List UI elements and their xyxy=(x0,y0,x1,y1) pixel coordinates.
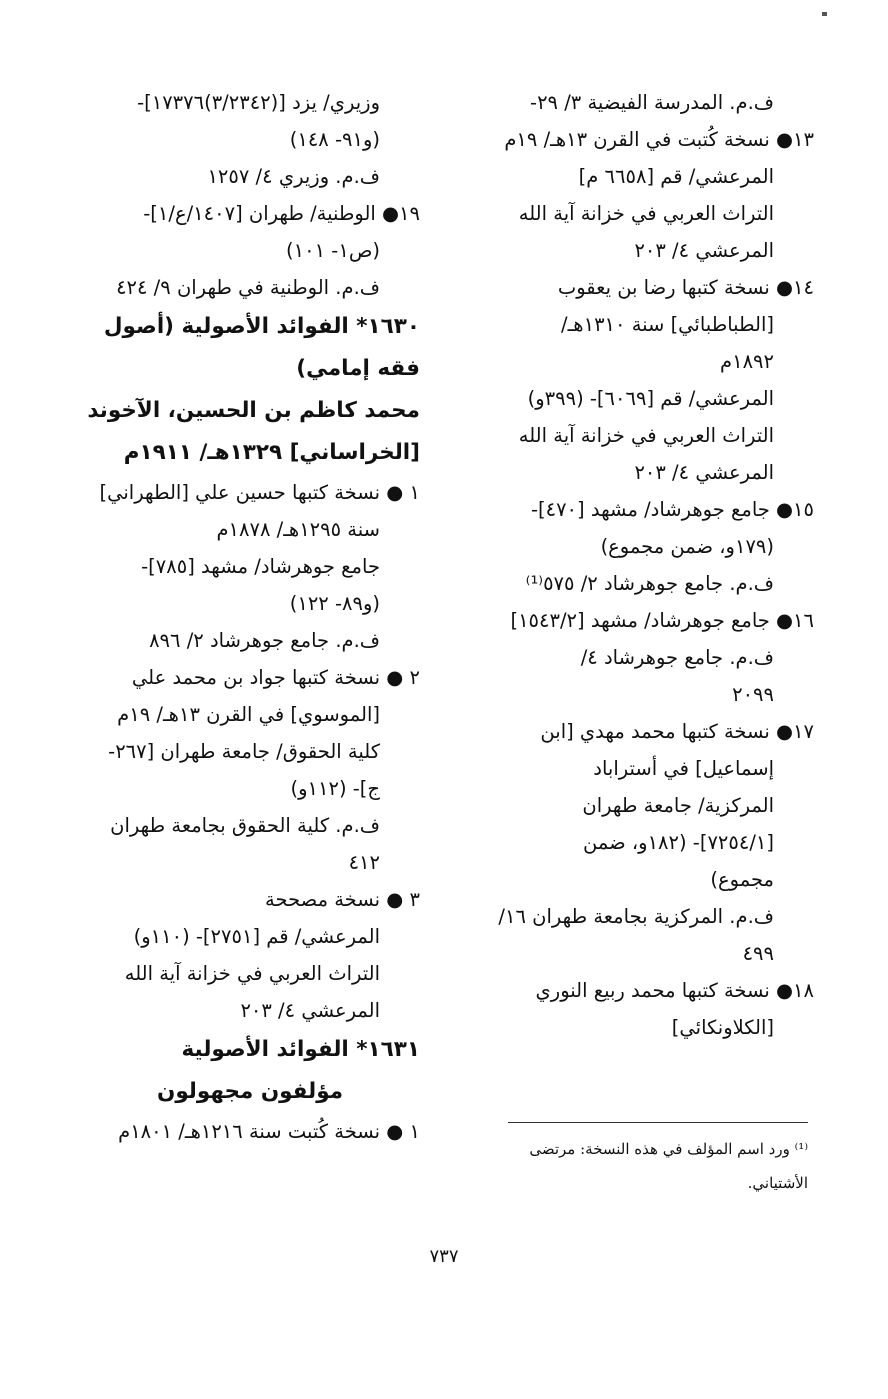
entry-line: كلية الحقوق/ جامعة طهران [٢٦٧- xyxy=(108,740,380,763)
entry-line: جامع جوهرشاد/ مشهد [٧٨٥]- xyxy=(141,555,380,578)
entry-line: ف.م. جامع جوهرشاد ٤/ xyxy=(580,646,774,669)
manuscript-entry: ٢ ● نسخة كتبها جواد بن محمد علي xyxy=(131,666,420,689)
manuscript-entry: ١ ● نسخة كتبها حسين علي [الطهراني] xyxy=(99,481,420,504)
entry-heading: ١٦٣١* الفوائد الأصولية xyxy=(181,1037,420,1062)
entry-line: وزيري/ يزد [(٣/٢٣٤٢)١٧٣٧٦]- xyxy=(137,91,380,114)
manuscript-entry: ١٩● الوطنية/ طهران [١٤٠٧/ع/١]- xyxy=(143,202,420,225)
entry-line: ف.م. المركزية بجامعة طهران ١٦/ xyxy=(498,905,774,928)
manuscript-entry: ١٣● نسخة كُتبت في القرن ١٣هـ/ ١٩م xyxy=(504,128,814,151)
entry-line: ٤٩٩ xyxy=(742,942,774,965)
entry-line: سنة ١٢٩٥هـ/ ١٨٧٨م xyxy=(216,518,380,541)
manuscript-entry: ١ ● نسخة كُتبت سنة ١٢١٦هـ/ ١٨٠١م xyxy=(118,1120,420,1143)
entry-heading: مؤلفون مجهولون xyxy=(156,1079,344,1104)
manuscript-entry: ١٧● نسخة كتبها محمد مهدي [ابن xyxy=(540,720,814,743)
entry-heading: [الخراساني] ١٣٢٩هـ/ ١٩١١م xyxy=(123,440,420,465)
entry-line: (و٨٩- ١٢٢) xyxy=(289,592,380,615)
entry-line: ١٨٩٢م xyxy=(720,350,774,373)
entry-line: التراث العربي في خزانة آية الله xyxy=(124,962,380,985)
entry-line: المرعشي ٤/ ٢٠٣ xyxy=(634,461,774,484)
entry-line: المرعشي/ قم [٦٠٦٩]- (٣٩٩و) xyxy=(527,387,774,410)
entry-line: (و٩١- ١٤٨) xyxy=(289,128,380,151)
entry-line: التراث العربي في خزانة آية الله xyxy=(518,202,774,225)
right-column xyxy=(464,84,814,1046)
entry-line: (ص١- ١٠١) xyxy=(286,239,380,262)
footnote-line: الأشتياني. xyxy=(747,1174,808,1192)
entry-line: [الكلاونكائي] xyxy=(671,1016,774,1039)
entry-heading: ١٦٣٠* الفوائد الأصولية (أصول xyxy=(103,314,420,339)
manuscript-entry: ١٤● نسخة كتبها رضا بن يعقوب xyxy=(557,276,814,299)
entry-line: (١٧٩و، ضمن مجموع) xyxy=(600,535,774,558)
entry-line: المرعشي/ قم [٢٧٥١]- (١١٠و) xyxy=(133,925,380,948)
entry-line: إسماعيل] في أستراباد xyxy=(593,757,774,780)
entry-line: التراث العربي في خزانة آية الله xyxy=(518,424,774,447)
manuscript-entry: ١٥● جامع جوهرشاد/ مشهد [٤٧٠]- xyxy=(530,498,814,521)
scan-mark xyxy=(822,12,827,16)
footnote-separator xyxy=(508,1122,808,1123)
manuscript-entry: ١٦● جامع جوهرشاد/ مشهد [١٥٤٣/٢] xyxy=(510,609,814,632)
entry-heading: فقه إمامي) xyxy=(296,356,420,381)
entry-line: ٤١٢ xyxy=(348,851,380,874)
entry-line: ٢٠٩٩ xyxy=(732,683,774,706)
entry-line: المركزية/ جامعة طهران xyxy=(582,794,774,817)
page-number: ٧٣٧ xyxy=(429,1246,459,1267)
entry-line: ج]- (١١٢و) xyxy=(290,777,380,800)
entry-line: مجموع) xyxy=(710,868,774,891)
entry-line: [٧٢٥٤/١]- (١٨٢و، ضمن xyxy=(582,831,774,854)
manuscript-entry: ٣ ● نسخة مصححة xyxy=(265,888,420,911)
manuscript-entry: ١٨● نسخة كتبها محمد ربيع النوري xyxy=(535,979,814,1002)
footnote xyxy=(468,1132,808,1200)
entry-heading: محمد كاظم بن الحسين، الآخوند xyxy=(87,398,420,423)
entry-line: ف.م. جامع جوهرشاد ٢/ ٨٩٦ xyxy=(149,629,380,652)
entry-line: المرعشي ٤/ ٢٠٣ xyxy=(634,239,774,262)
entry-line: ف.م. الوطنية في طهران ٩/ ٤٢٤ xyxy=(116,276,380,299)
left-column xyxy=(80,84,420,1150)
entry-line: [الموسوي] في القرن ١٣هـ/ ١٩م xyxy=(117,703,380,726)
entry-line: ف.م. المدرسة الفيضية ٣/ ٢٩- xyxy=(530,91,774,114)
entry-line: ف.م. كلية الحقوق بجامعة طهران xyxy=(110,814,380,837)
entry-line: ف.م. وزيري ٤/ ١٢٥٧ xyxy=(207,165,380,188)
footnote-line: ⁽¹⁾ ورد اسم المؤلف في هذه النسخة: مرتضى xyxy=(529,1140,808,1158)
entry-line: المرعشي ٤/ ٢٠٣ xyxy=(240,999,380,1022)
entry-line: [الطباطبائي] سنة ١٣١٠هـ/ xyxy=(561,313,774,336)
entry-line: ف.م. جامع جوهرشاد ٢/ ٥٧٥⁽¹⁾ xyxy=(525,572,774,595)
entry-line: المرعشي/ قم [٦٦٥٨ م] xyxy=(578,165,774,188)
